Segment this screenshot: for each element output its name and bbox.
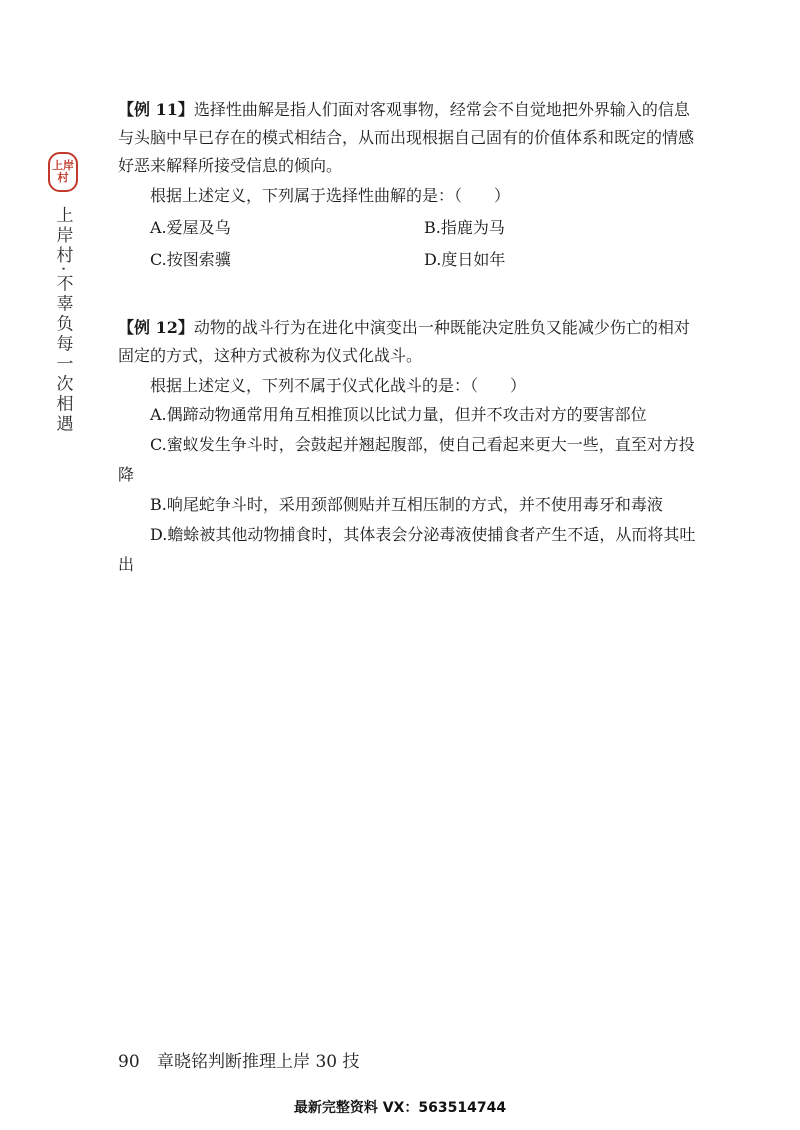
example-12-question: 根据上述定义，下列不属于仪式化战斗的是：（ ） bbox=[150, 376, 527, 395]
page-number: 90 bbox=[118, 1052, 140, 1072]
book-title: 章晓铭判断推理上岸 30 技 bbox=[157, 1052, 360, 1072]
option-d: D.度日如年 bbox=[424, 250, 506, 269]
brand-slogan: 上岸村·不辜负每一次相遇 bbox=[52, 206, 73, 435]
example-11-definition bbox=[118, 96, 698, 180]
example-12 bbox=[118, 314, 698, 580]
example-11-tag: 【例 11】 bbox=[118, 100, 194, 119]
example-11-question: 根据上述定义，下列属于选择性曲解的是：（ ） bbox=[150, 186, 511, 205]
option-a: A.爱屋及乌 bbox=[150, 218, 231, 237]
promo-banner: 最新完整资料 VX：563514744 bbox=[293, 1100, 507, 1116]
seal-logo: 上岸村 bbox=[48, 152, 78, 192]
example-12-definition bbox=[118, 314, 698, 370]
example-12-tag: 【例 12】 bbox=[118, 318, 194, 337]
main-content bbox=[118, 96, 698, 580]
option-b: B.指鹿为马 bbox=[424, 218, 505, 237]
brand-sidebar bbox=[46, 152, 80, 434]
page-footer bbox=[118, 1047, 360, 1072]
example-11-text: 选择性曲解是指人们面对客观事物，经常会不自觉地把外界输入的信息与头脑中早已存在的模式相结合，从而出现根据自己固有的价值体系和既定的情感好恶来解释所接受信息的倾向。 bbox=[118, 100, 695, 175]
option-c: C.蜜蚁发生争斗时，会鼓起并翘起腹部，使自己看起来更大一些，直至对方投降 bbox=[118, 435, 695, 484]
option-a: A.偶蹄动物通常用角互相推顶以比试力量，但并不攻击对方的要害部位 bbox=[150, 405, 647, 424]
option-d: D.蟾蜍被其他动物捕食时，其体表会分泌毒液使捕食者产生不适，从而将其吐出 bbox=[118, 525, 696, 574]
example-11-options bbox=[118, 212, 698, 276]
example-12-text: 动物的战斗行为在进化中演变出一种既能决定胜负又能减少伤亡的相对固定的方式，这种方式被称为仪式化战斗。 bbox=[118, 318, 690, 365]
option-c: C.按图索骥 bbox=[150, 250, 231, 269]
example-11 bbox=[118, 96, 698, 276]
option-b: B.响尾蛇争斗时，采用颈部侧贴并互相压制的方式，并不使用毒牙和毒液 bbox=[150, 495, 663, 514]
